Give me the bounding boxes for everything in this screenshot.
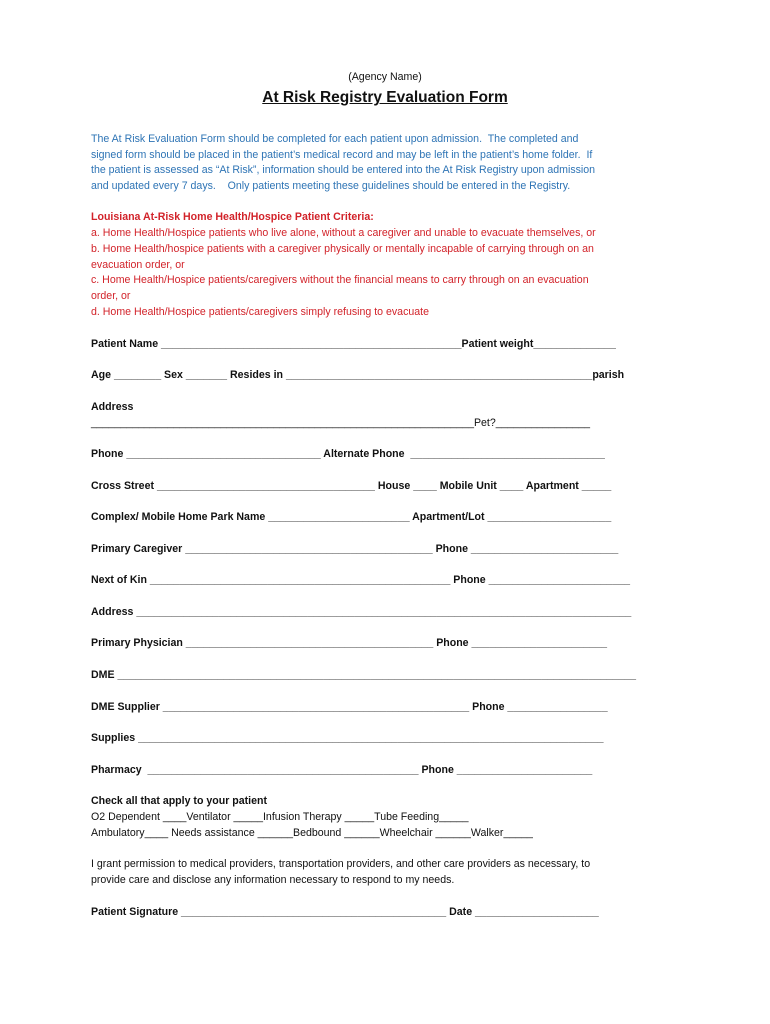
- criteria-line: order, or: [91, 290, 131, 302]
- intro-line: signed form should be placed in the patient’s medical record and may be left in the patient’s home folder. If: [91, 149, 593, 161]
- criteria-line: a. Home Health/Hospice patients who live alone, without a caregiver and unable to evacuate themselves, or: [91, 227, 596, 239]
- permission-text: provide care and disclose any information necessary to respond to my needs.: [91, 874, 455, 886]
- intro-line: the patient is assessed as “At Risk”, information should be entered into the At Risk Registry upon admission: [91, 164, 596, 176]
- address-label: Address: [91, 401, 134, 413]
- checklist-line[interactable]: Ambulatory____ Needs assistance ______Bedbound ______Wheelchair ______Walker_____: [91, 827, 533, 839]
- signature-field[interactable]: Patient Signature _____________________________________________ Date _____________________: [91, 906, 599, 918]
- cross-street-field[interactable]: Cross Street _____________________________________ House ____ Mobile Unit ____ Apartment _____: [91, 480, 612, 492]
- supplies-field[interactable]: Supplies _______________________________________________________________________________: [91, 732, 604, 744]
- criteria-line: b. Home Health/hospice patients with a caregiver physically or mentally incapable of carrying through on an: [91, 243, 594, 255]
- patient-name-field[interactable]: Patient Name ___________________________________________________Patient weight______________: [91, 338, 616, 350]
- agency-name: (Agency Name): [348, 71, 422, 83]
- caregiver-field[interactable]: Primary Caregiver __________________________________________ Phone _________________________: [91, 543, 619, 555]
- intro-line: and updated every 7 days. Only patients meeting these guidelines should be entered in the Registry.: [91, 180, 571, 192]
- next-of-kin-field[interactable]: Next of Kin ___________________________________________________ Phone ________________________: [91, 574, 630, 586]
- intro-line: The At Risk Evaluation Form should be completed for each patient upon admission. The completed and: [91, 133, 579, 145]
- criteria-line: c. Home Health/Hospice patients/caregivers without the financial means to carry through on an evacuation: [91, 274, 589, 286]
- dme-supplier-field[interactable]: DME Supplier ____________________________________________________ Phone _________________: [91, 701, 608, 713]
- physician-field[interactable]: Primary Physician __________________________________________ Phone _______________________: [91, 637, 608, 649]
- age-sex-field[interactable]: Age ________ Sex _______ Resides in ____________________________________________________parish: [91, 369, 625, 381]
- dme-field[interactable]: DME ________________________________________________________________________________________: [91, 669, 636, 681]
- phone-field[interactable]: Phone _________________________________ Alternate Phone _________________________________: [91, 448, 605, 460]
- criteria-line: evacuation order, or: [91, 259, 185, 271]
- pharmacy-field[interactable]: Pharmacy ______________________________________________ Phone _______________________: [91, 764, 593, 776]
- address-field[interactable]: _________________________________________________________________Pet?________________: [91, 417, 591, 429]
- permission-text: I grant permission to medical providers, transportation providers, and other care providers as necessary, to: [91, 858, 591, 870]
- complex-field[interactable]: Complex/ Mobile Home Park Name ________________________ Apartment/Lot _____________________: [91, 511, 612, 523]
- criteria-heading: Louisiana At-Risk Home Health/Hospice Patient Criteria:: [91, 211, 374, 223]
- criteria-line: d. Home Health/Hospice patients/caregivers simply refusing to evacuate: [91, 306, 429, 318]
- form-title: At Risk Registry Evaluation Form: [262, 89, 508, 106]
- address2-field[interactable]: Address ____________________________________________________________________________________: [91, 606, 632, 618]
- checklist-heading: Check all that apply to your patient: [91, 795, 268, 807]
- checklist-line[interactable]: O2 Dependent ____Ventilator _____Infusion Therapy _____Tube Feeding_____: [91, 811, 469, 823]
